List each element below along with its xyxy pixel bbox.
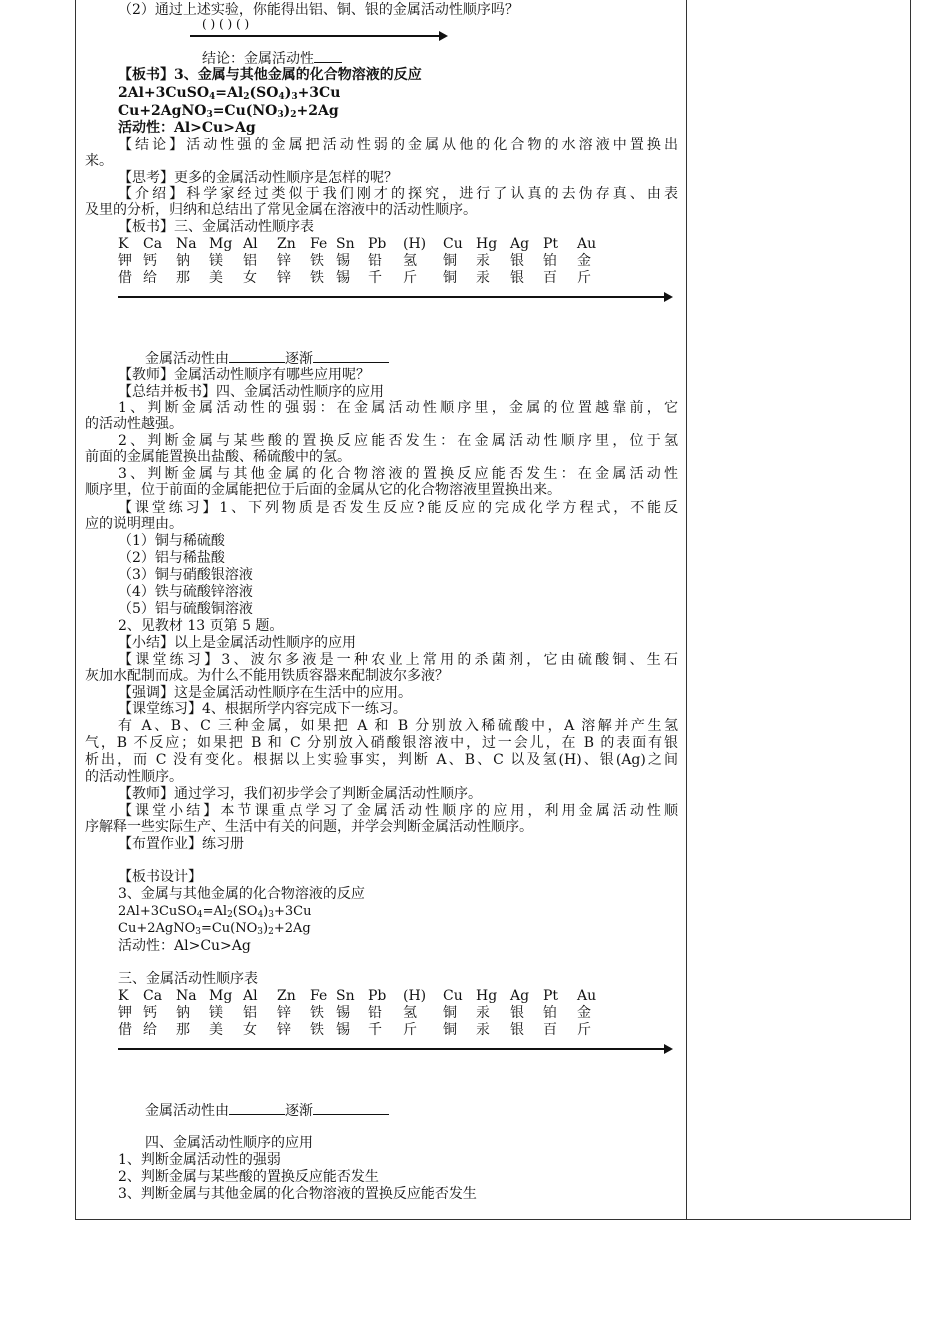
series-mnemonic: 千 (368, 1022, 382, 1038)
class-summary-line2: 序解释一些实际生产、生活中有关的问题，并学会判断金属活动性顺序。 (85, 819, 533, 835)
intro-line2: 及里的分析，归纳和总结出了常见金属在溶液中的活动性顺序。 (85, 202, 477, 218)
series-mnemonic: 女 (243, 1022, 257, 1038)
series-symbol: Zn (277, 988, 296, 1004)
series-metal-name: 铅 (368, 1005, 382, 1021)
left-border (75, 0, 76, 1220)
series-mnemonic: 斤 (403, 270, 417, 286)
series-mnemonic: 锌 (277, 1022, 291, 1038)
series-metal-name: 镁 (209, 253, 223, 269)
series-metal-name: 锡 (336, 253, 350, 269)
series-metal-name: 锡 (336, 1005, 350, 1021)
series-mnemonic: 女 (243, 270, 257, 286)
series-metal-name: 铜 (443, 253, 457, 269)
series-metal-name: 铝 (243, 253, 257, 269)
series-metal-name: 钠 (176, 1005, 190, 1021)
series-symbol: Zn (277, 236, 296, 252)
ex1-item: （2）铝与稀盐酸 (118, 550, 225, 566)
top-order-arrow (190, 35, 446, 37)
series-mnemonic: 铁 (310, 270, 324, 286)
series-symbol: Al (243, 988, 258, 1004)
series-symbol: Cu (443, 236, 463, 252)
series-metal-name: 镁 (209, 1005, 223, 1021)
board-design-item: 2、判断金属与某些酸的置换反应能否发生 (118, 1169, 379, 1185)
conclusion-line1: 【结论】活动性强的金属把活动性弱的金属从他的化合物的水溶液中置换出 (118, 137, 678, 153)
ex2: 2、见教材 13 页第 5 题。 (118, 618, 284, 634)
series-metal-name: 银 (510, 253, 524, 269)
series-mnemonic: 那 (176, 270, 190, 286)
series-symbol: (H) (403, 988, 427, 1004)
series-mnemonic: 斤 (403, 1022, 417, 1038)
series-symbol: Hg (476, 988, 498, 1004)
series-metal-name: 金 (577, 253, 591, 269)
series-symbol: Sn (336, 236, 355, 252)
series-arrow-2 (118, 1048, 671, 1050)
board-design-title: 【板书设计】 (118, 869, 202, 885)
series-metal-name: 钙 (143, 253, 157, 269)
series-metal-name: 铅 (368, 253, 382, 269)
series-mnemonic: 斤 (577, 1022, 591, 1038)
order-blanks: ( ) ( ) ( ) (202, 17, 250, 31)
series-metal-name: 铜 (443, 1005, 457, 1021)
board-design-3: 3、金属与其他金属的化合物溶液的反应 (118, 886, 365, 902)
abc-line2: 气，B 不反应；如果把 B 和 C 分别放入硝酸银溶液中，过一会儿，在 B 的表面有银 (85, 735, 678, 751)
teacher-question: 【教师】金属活动性顺序有哪些应用呢？ (118, 367, 370, 383)
series-metal-name: 铁 (310, 1005, 324, 1021)
activity-order: 活动性：Al>Cu>Ag (118, 120, 256, 136)
class-summary-line1: 【课堂小结】本节课重点学习了金属活动性顺序的应用，利用金属活动性顺 (118, 803, 678, 819)
emphasis: 【强调】这是金属活动性顺序在生活中的应用。 (118, 685, 412, 701)
series-symbol: Au (577, 988, 597, 1004)
series-mnemonic: 汞 (476, 1022, 490, 1038)
series-metal-name: 氢 (403, 253, 417, 269)
series-mnemonic: 铜 (443, 270, 457, 286)
ex1-item: （4）铁与硫酸锌溶液 (118, 584, 253, 600)
board-design-table-title: 三、金属活动性顺序表 (118, 971, 258, 987)
series-symbol: Sn (336, 988, 355, 1004)
column-divider (686, 0, 687, 1220)
series-mnemonic: 斤 (577, 270, 591, 286)
series-mnemonic: 百 (543, 270, 557, 286)
series-symbol: K (118, 988, 129, 1004)
series-metal-name: 汞 (476, 253, 490, 269)
series-symbol: Pb (368, 988, 387, 1004)
activity-from-line-1: 金属活动性由 逐渐 (145, 350, 389, 367)
series-mnemonic: 借 (118, 270, 132, 286)
activity-from-line-2: 金属活动性由 逐渐 (145, 1102, 389, 1119)
series-symbol: Al (243, 236, 258, 252)
ex1-item: （3）铜与硝酸银溶液 (118, 567, 253, 583)
series-symbol: Cu (443, 988, 463, 1004)
board3-title: 【板书】3、金属与其他金属的化合物溶液的反应 (118, 67, 422, 83)
board-design-item: 3、判断金属与其他金属的化合物溶液的置换反应能否发生 (118, 1186, 477, 1202)
ex3-line1: 【课堂练习】3、波尔多液是一种农业上常用的杀菌剂，它由硫酸铜、生石 (118, 652, 678, 668)
series-mnemonic: 铁 (310, 1022, 324, 1038)
series-mnemonic: 借 (118, 1022, 132, 1038)
bottom-border (75, 1219, 911, 1220)
series-mnemonic: 给 (143, 270, 157, 286)
series-metal-name: 金 (577, 1005, 591, 1021)
right-border (910, 0, 911, 1220)
series-symbol: (H) (403, 236, 427, 252)
app2-line1: 2、判断金属与某些酸的置换反应能否发生：在金属活动性顺序里，位于氢 (118, 433, 678, 449)
equation-1: $2Al+3CuSO_4=Al_2(SO_4)_3+3Cu$ (118, 85, 341, 102)
ex1-line2: 应的说明理由。 (85, 516, 183, 532)
ex3-line2: 灰加水配制而成。为什么不能用铁质容器来配制波尔多液？ (85, 668, 449, 684)
series-symbol: Fe (310, 988, 328, 1004)
series-mnemonic: 铜 (443, 1022, 457, 1038)
board-table-title: 【板书】三、金属活动性顺序表 (118, 219, 314, 235)
board-design-4: 四、金属活动性顺序的应用 (145, 1135, 313, 1151)
think: 【思考】更多的金属活动性顺序是怎样的呢？ (118, 170, 398, 186)
abc-line3: 析出，而 C 没有变化。根据以上实验事实，判断 A、B、C 以及氢(H)、银(Ag)之间 (85, 752, 678, 768)
conclusion-label: 结论：金属活动性 (202, 50, 342, 67)
series-symbol: Pb (368, 236, 387, 252)
series-mnemonic: 那 (176, 1022, 190, 1038)
series-metal-name: 汞 (476, 1005, 490, 1021)
ex1-item: （1）铜与稀硫酸 (118, 533, 225, 549)
series-mnemonic: 汞 (476, 270, 490, 286)
series-mnemonic: 锡 (336, 270, 350, 286)
series-metal-name: 钙 (143, 1005, 157, 1021)
series-mnemonic: 千 (368, 270, 382, 286)
series-metal-name: 锌 (277, 1005, 291, 1021)
app3-line1: 3、判断金属与其他金属的化合物溶液的置换反应能否发生：在金属活动性 (118, 466, 678, 482)
series-mnemonic: 银 (510, 1022, 524, 1038)
series-mnemonic: 锌 (277, 270, 291, 286)
series-symbol: Au (577, 236, 597, 252)
top-question: （2）通过上述实验，你能得出铝、铜、银的金属活动性顺序吗？ (118, 2, 519, 18)
series-metal-name: 钾 (118, 253, 132, 269)
series-symbol: Na (176, 236, 197, 252)
abc-line1: 有 A、B、C 三种金属，如果把 A 和 B 分别放入稀硫酸中，A 溶解并产生氢 (118, 718, 678, 734)
series-metal-name: 铝 (243, 1005, 257, 1021)
series-metal-name: 铁 (310, 253, 324, 269)
series-symbol: Hg (476, 236, 498, 252)
series-metal-name: 银 (510, 1005, 524, 1021)
series-mnemonic: 银 (510, 270, 524, 286)
board-design-eq2: $Cu+2AgNO_3=Cu(NO_3)_2+2Ag$ (118, 921, 311, 937)
series-symbol: Ag (510, 236, 530, 252)
conclusion-line2: 来。 (85, 153, 113, 169)
app1-line2: 的活动性越强。 (85, 416, 183, 432)
homework: 【布置作业】练习册 (118, 836, 244, 852)
series-mnemonic: 美 (209, 1022, 223, 1038)
ex4: 【课堂练习】4、根据所学内容完成下一练习。 (118, 701, 407, 717)
series-metal-name: 钾 (118, 1005, 132, 1021)
teacher-2: 【教师】通过学习，我们初步学会了判断金属活动性顺序。 (118, 786, 482, 802)
app1-line1: 1、判断金属活动性的强弱：在金属活动性顺序里，金属的位置越靠前，它 (118, 400, 678, 416)
series-symbol: Pt (543, 236, 559, 252)
series-symbol: Pt (543, 988, 559, 1004)
series-symbol: Ag (510, 988, 530, 1004)
series-metal-name: 锌 (277, 253, 291, 269)
equation-2: $Cu+2AgNO_3=Cu(NO_3)_2+2Ag$ (118, 103, 339, 120)
series-symbol: Mg (209, 988, 233, 1004)
series-metal-name: 铂 (543, 1005, 557, 1021)
ex1-item: （5）铝与硫酸铜溶液 (118, 601, 253, 617)
abc-line4: 的活动性顺序。 (85, 769, 183, 785)
series-symbol: Ca (143, 988, 163, 1004)
series-symbol: Ca (143, 236, 163, 252)
series-mnemonic: 锡 (336, 1022, 350, 1038)
app2-line2: 前面的金属能置换出盐酸、稀硫酸中的氢。 (85, 449, 351, 465)
series-symbol: Mg (209, 236, 233, 252)
series-symbol: Fe (310, 236, 328, 252)
app3-line2: 顺序里，位于前面的金属能把位于后面的金属从它的化合物溶液里置换出来。 (85, 482, 561, 498)
series-symbol: K (118, 236, 129, 252)
series-symbol: Na (176, 988, 197, 1004)
board-design-item: 1、判断金属活动性的强弱 (118, 1152, 281, 1168)
ex1-line1: 【课堂练习】1、下列物质是否发生反应?能反应的完成化学方程式，不能反 (118, 500, 678, 516)
series-metal-name: 氢 (403, 1005, 417, 1021)
board-design-activity: 活动性：Al>Cu>Ag (118, 938, 251, 954)
board-design-eq1: $2Al+3CuSO_4=Al_2(SO_4)_3+3Cu$ (118, 904, 312, 920)
small-summary: 【小结】以上是金属活动性顺序的应用 (118, 635, 356, 651)
series-mnemonic: 给 (143, 1022, 157, 1038)
series-metal-name: 钠 (176, 253, 190, 269)
intro-line1: 【介绍】科学家经过类似于我们刚才的探究，进行了认真的去伪存真、由表 (118, 186, 678, 202)
summary-board: 【总结并板书】四、金属活动性顺序的应用 (118, 384, 384, 400)
series-mnemonic: 百 (543, 1022, 557, 1038)
series-metal-name: 铂 (543, 253, 557, 269)
series-mnemonic: 美 (209, 270, 223, 286)
series-arrow-1 (118, 296, 671, 298)
